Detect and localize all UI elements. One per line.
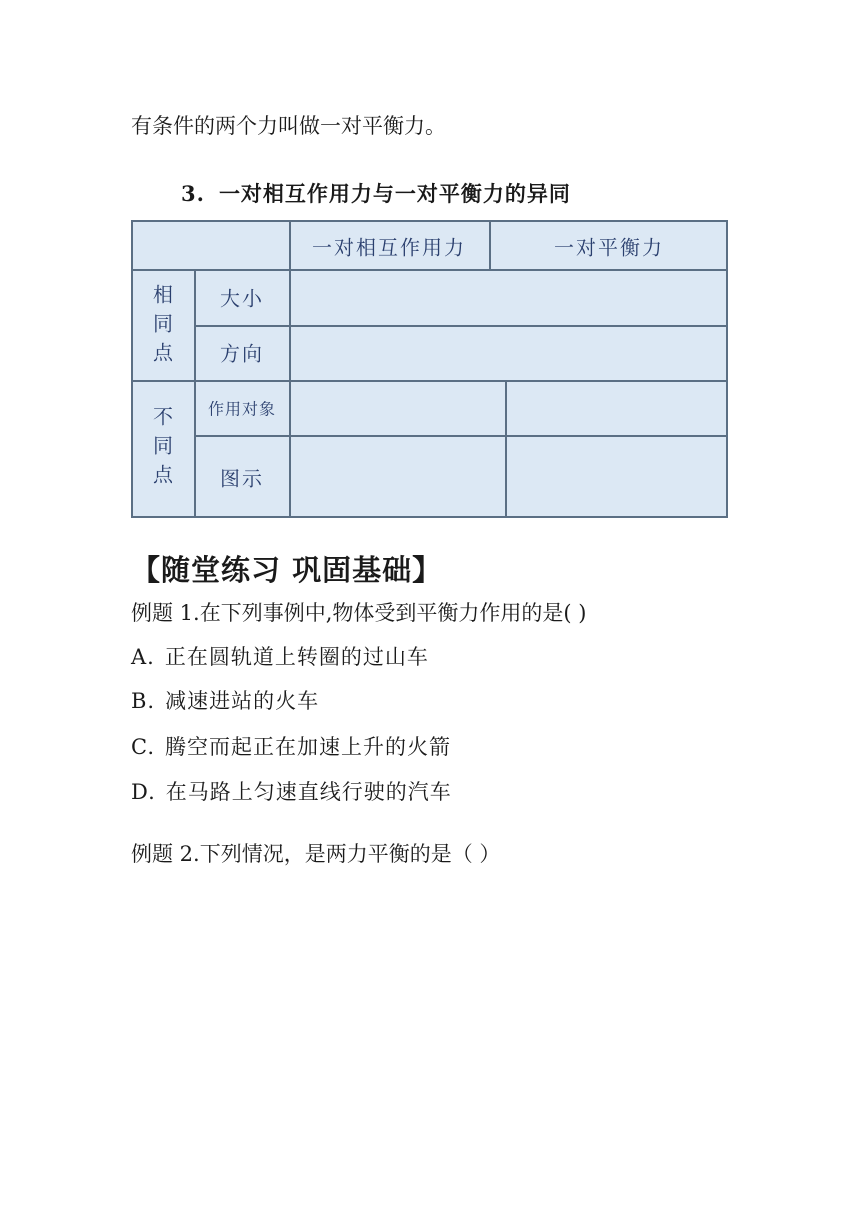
section-3-heading [181,178,571,208]
row-label-diagram: 图示 [220,466,264,491]
option-text: 正在圆轨道上转圈的过山车 [164,645,429,669]
option-text: 减速进站的火车 [165,689,320,713]
option-label: A. [131,645,155,669]
col-header-balanced-force: 一对平衡力 [554,235,664,260]
option-text: 在马路上匀速直线行驶的汽车 [165,780,452,804]
same-points-label: 相同点 [153,282,173,365]
comparison-table [131,220,728,518]
different-points-label: 不同点 [153,404,173,487]
example-1-option-c [131,737,451,758]
example-1-question: 例题 1.在下列事例中,物体受到平衡力作用的是( ) [131,601,587,625]
example-1-option-a [131,647,429,668]
example-1-option-b [131,691,319,712]
option-label: C. [131,735,155,759]
example-1-option-d [131,782,452,803]
practice-section-title: 【随堂练习 巩固基础】 [131,553,443,587]
example-2-question: 例题 2.下列情况，是两力平衡的是（ ） [131,842,501,866]
section-3-title: 一对相互作用力与一对平衡力的异同 [218,181,571,206]
row-label-acting-object: 作用对象 [207,399,277,419]
option-text: 腾空而起正在加速上升的火箭 [165,735,451,759]
col-header-interaction-force: 一对相互作用力 [312,235,466,260]
row-label-magnitude: 大小 [220,286,264,311]
row-label-direction: 方向 [220,341,264,366]
section-3-number: 3. [181,181,205,206]
option-label: B. [131,689,156,713]
option-label: D. [131,780,156,804]
intro-text: 有条件的两个力叫做一对平衡力。 [131,114,446,138]
